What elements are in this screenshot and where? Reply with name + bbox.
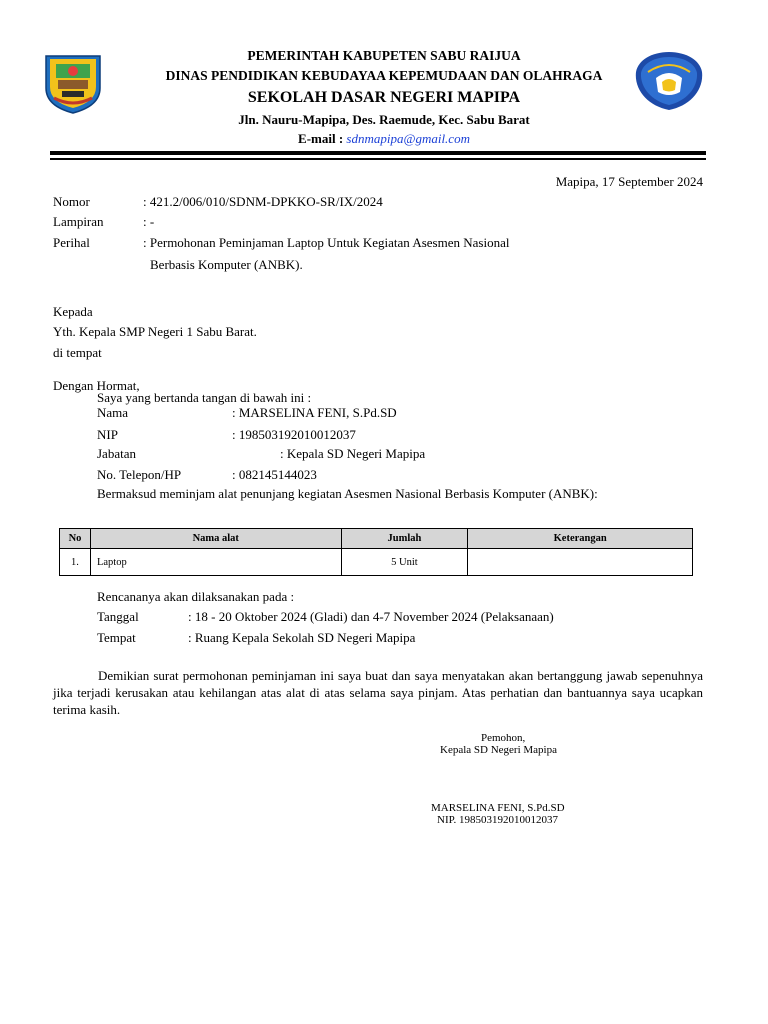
signature-nip: NIP. 198503192010012037	[437, 814, 559, 826]
closing-paragraph: Demikian surat permohonan peminjaman ini saya buat dan saya menyatakan akan bertanggung jawab sepenuhnya jika terjadi kerusakan atau kehilangan atas alat di atas selama saya pinjam. Atas perhatian dan bantuannya saya ucapkan terima kasih.	[53, 668, 703, 717]
table-header-row	[60, 529, 693, 549]
cell-jumlah: 5 Unit	[341, 549, 468, 576]
nama-value: : MARSELINA FENI, S.Pd.SD	[232, 405, 397, 420]
cell-keterangan	[468, 549, 693, 576]
perihal-value-line1: : Permohonan Peminjaman Laptop Untuk Kegiatan Asesmen Nasional	[143, 235, 510, 250]
tanggal-value: : 18 - 20 Oktober 2024 (Gladi) dan 4-7 November 2024 (Pelaksanaan)	[188, 609, 554, 624]
letterhead-address: Jln. Nauru-Mapipa, Des. Raemude, Kec. Sabu Barat	[238, 112, 530, 127]
intro-text: Saya yang bertanda tangan di bawah ini :	[97, 390, 312, 405]
equipment-table	[59, 528, 693, 576]
header-jumlah: Jumlah	[341, 529, 468, 549]
header-keterangan: Keterangan	[468, 529, 693, 549]
jabatan-label: Jabatan	[97, 446, 136, 461]
letterhead-government: PEMERINTAH KABUPETEN SABU RAIJUA	[247, 48, 521, 63]
letterhead-email-row	[0, 131, 768, 147]
nomor-value: : 421.2/006/010/SDNM-DPKKO-SR/IX/2024	[143, 194, 383, 209]
telepon-value: : 082145144023	[232, 467, 317, 482]
jabatan-value: : Kepala SD Negeri Mapipa	[280, 446, 426, 461]
table-row	[60, 549, 693, 576]
recipient-name: Yth. Kepala SMP Negeri 1 Sabu Barat.	[53, 324, 257, 339]
perihal-value-line2: Berbasis Komputer (ANBK).	[150, 257, 303, 272]
letter-date: Mapipa, 17 September 2024	[555, 174, 703, 189]
greeting: Dengan Hormat,	[53, 378, 140, 393]
lampiran-label: Lampiran	[53, 214, 104, 229]
recipient-place: di tempat	[53, 345, 102, 360]
nama-label: Nama	[97, 405, 129, 420]
cell-nama-alat: Laptop	[90, 549, 341, 576]
letterhead-department: DINAS PENDIDIKAN KEBUDAYAA KEPEMUDAAN DAN OLAHRAGA	[165, 68, 603, 83]
signature-position: Kepala SD Negeri Mapipa	[440, 744, 557, 756]
nip-label: NIP	[97, 427, 118, 442]
header-no: No	[60, 529, 91, 549]
telepon-label: No. Telepon/HP	[97, 467, 182, 482]
nip-value: : 198503192010012037	[232, 427, 356, 442]
letterhead-rule-thin	[50, 158, 706, 160]
header-nama-alat: Nama alat	[90, 529, 341, 549]
perihal-label: Perihal	[53, 235, 90, 250]
email-label: E-mail :	[298, 131, 344, 146]
purpose-text: Bermaksud meminjam alat penunjang kegiatan Asesmen Nasional Berbasis Komputer (ANBK):	[97, 486, 598, 501]
kepada-label: Kepada	[53, 304, 93, 319]
tempat-label: Tempat	[97, 630, 136, 645]
tanggal-label: Tanggal	[97, 609, 139, 624]
cell-no: 1.	[60, 549, 91, 576]
tempat-value: : Ruang Kepala Sekolah SD Negeri Mapipa	[188, 630, 416, 645]
email-link[interactable]: sdnmapipa@gmail.com	[346, 131, 470, 146]
lampiran-value: : -	[143, 214, 155, 229]
signature-pemohon: Pemohon,	[481, 732, 526, 744]
letterhead-school-name: SEKOLAH DASAR NEGERI MAPIPA	[247, 89, 521, 106]
letterhead-rule-thick	[50, 151, 706, 155]
schedule-intro: Rencananya akan dilaksanakan pada :	[97, 589, 295, 604]
signature-name: MARSELINA FENI, S.Pd.SD	[431, 802, 565, 814]
nomor-label: Nomor	[53, 194, 90, 209]
